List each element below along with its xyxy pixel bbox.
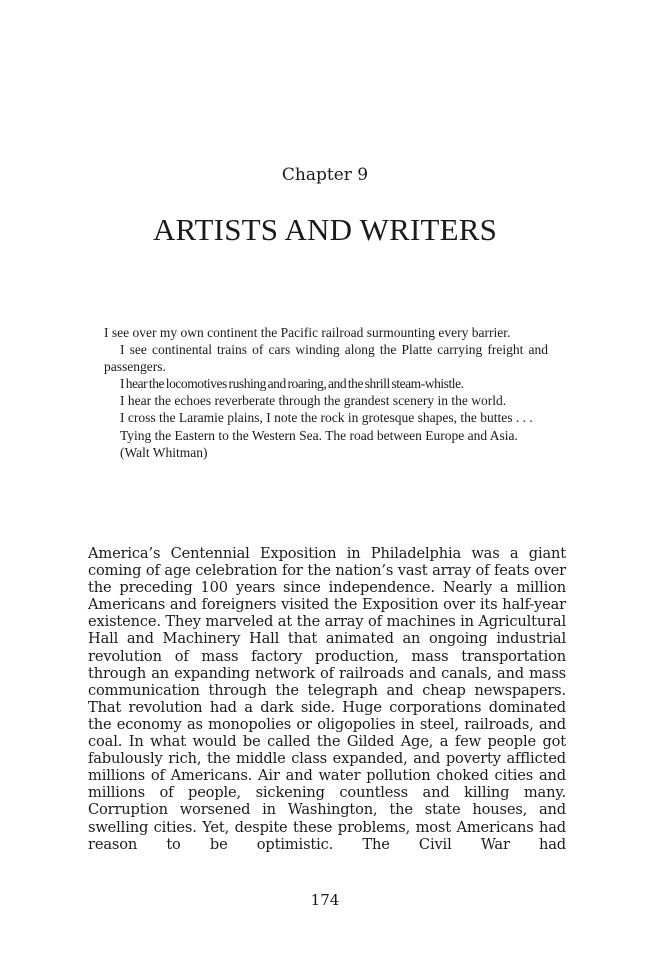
epigraph-line: I see continental trains of cars winding along the Platte carrying freight and passengers. [104, 342, 548, 375]
epigraph-attribution: (Walt Whitman) [120, 444, 208, 460]
epigraph-line: I cross the Laramie plains, I note the rock in grotesque shapes, the buttes . . . [120, 410, 533, 426]
epigraph-line: I hear the locomotives rushing and roaring, and the shrill steam-whistle. [120, 376, 464, 392]
chapter-number: Chapter 9 [281, 165, 369, 185]
chapter-title: ARTISTS AND WRITERS [152, 212, 498, 247]
epigraph-line: I see over my own continent the Pacific railroad surmounting every barrier. [104, 325, 511, 340]
epigraph-line: I hear the echoes reverberate through the grandest scenery in the world. [120, 393, 507, 409]
epigraph-line: Tying the Eastern to the Western Sea. The road between Europe and Asia. [120, 427, 518, 443]
page-number: 174 [310, 891, 340, 909]
body-paragraph: America’s Centennial Exposition in Philadelphia was a giant coming of age celebration for the nation’s vast array of feats over the preceding 100 years since independence. Nearly a million Americans and foreigners visited the Exposition over its half-year existence. They marveled at the array of machines in Agricultural Hall and Machinery Hall that animated an ongoing industrial revolution of mass factory production, mass transportation through an expanding network of railroads and canals, and mass communication through the telegraph and cheap newspapers. That revolution had a dark side. Huge corporations dominated the economy as monopolies or oligopolies in steel, railroads, and coal. In what would be called the Gilded Age, a few people got fabulously rich, the middle class expanded, and poverty afflicted millions of Americans. Air and water pollution choked cities and millions of people, sickening countless and killing many. Corruption worsened in Washington, the state houses, and swelling cities. Yet, despite these problems, most Americans had reason to be optimistic. The Civil War had [88, 545, 566, 853]
epigraph [104, 324, 548, 461]
body-text [88, 545, 566, 853]
